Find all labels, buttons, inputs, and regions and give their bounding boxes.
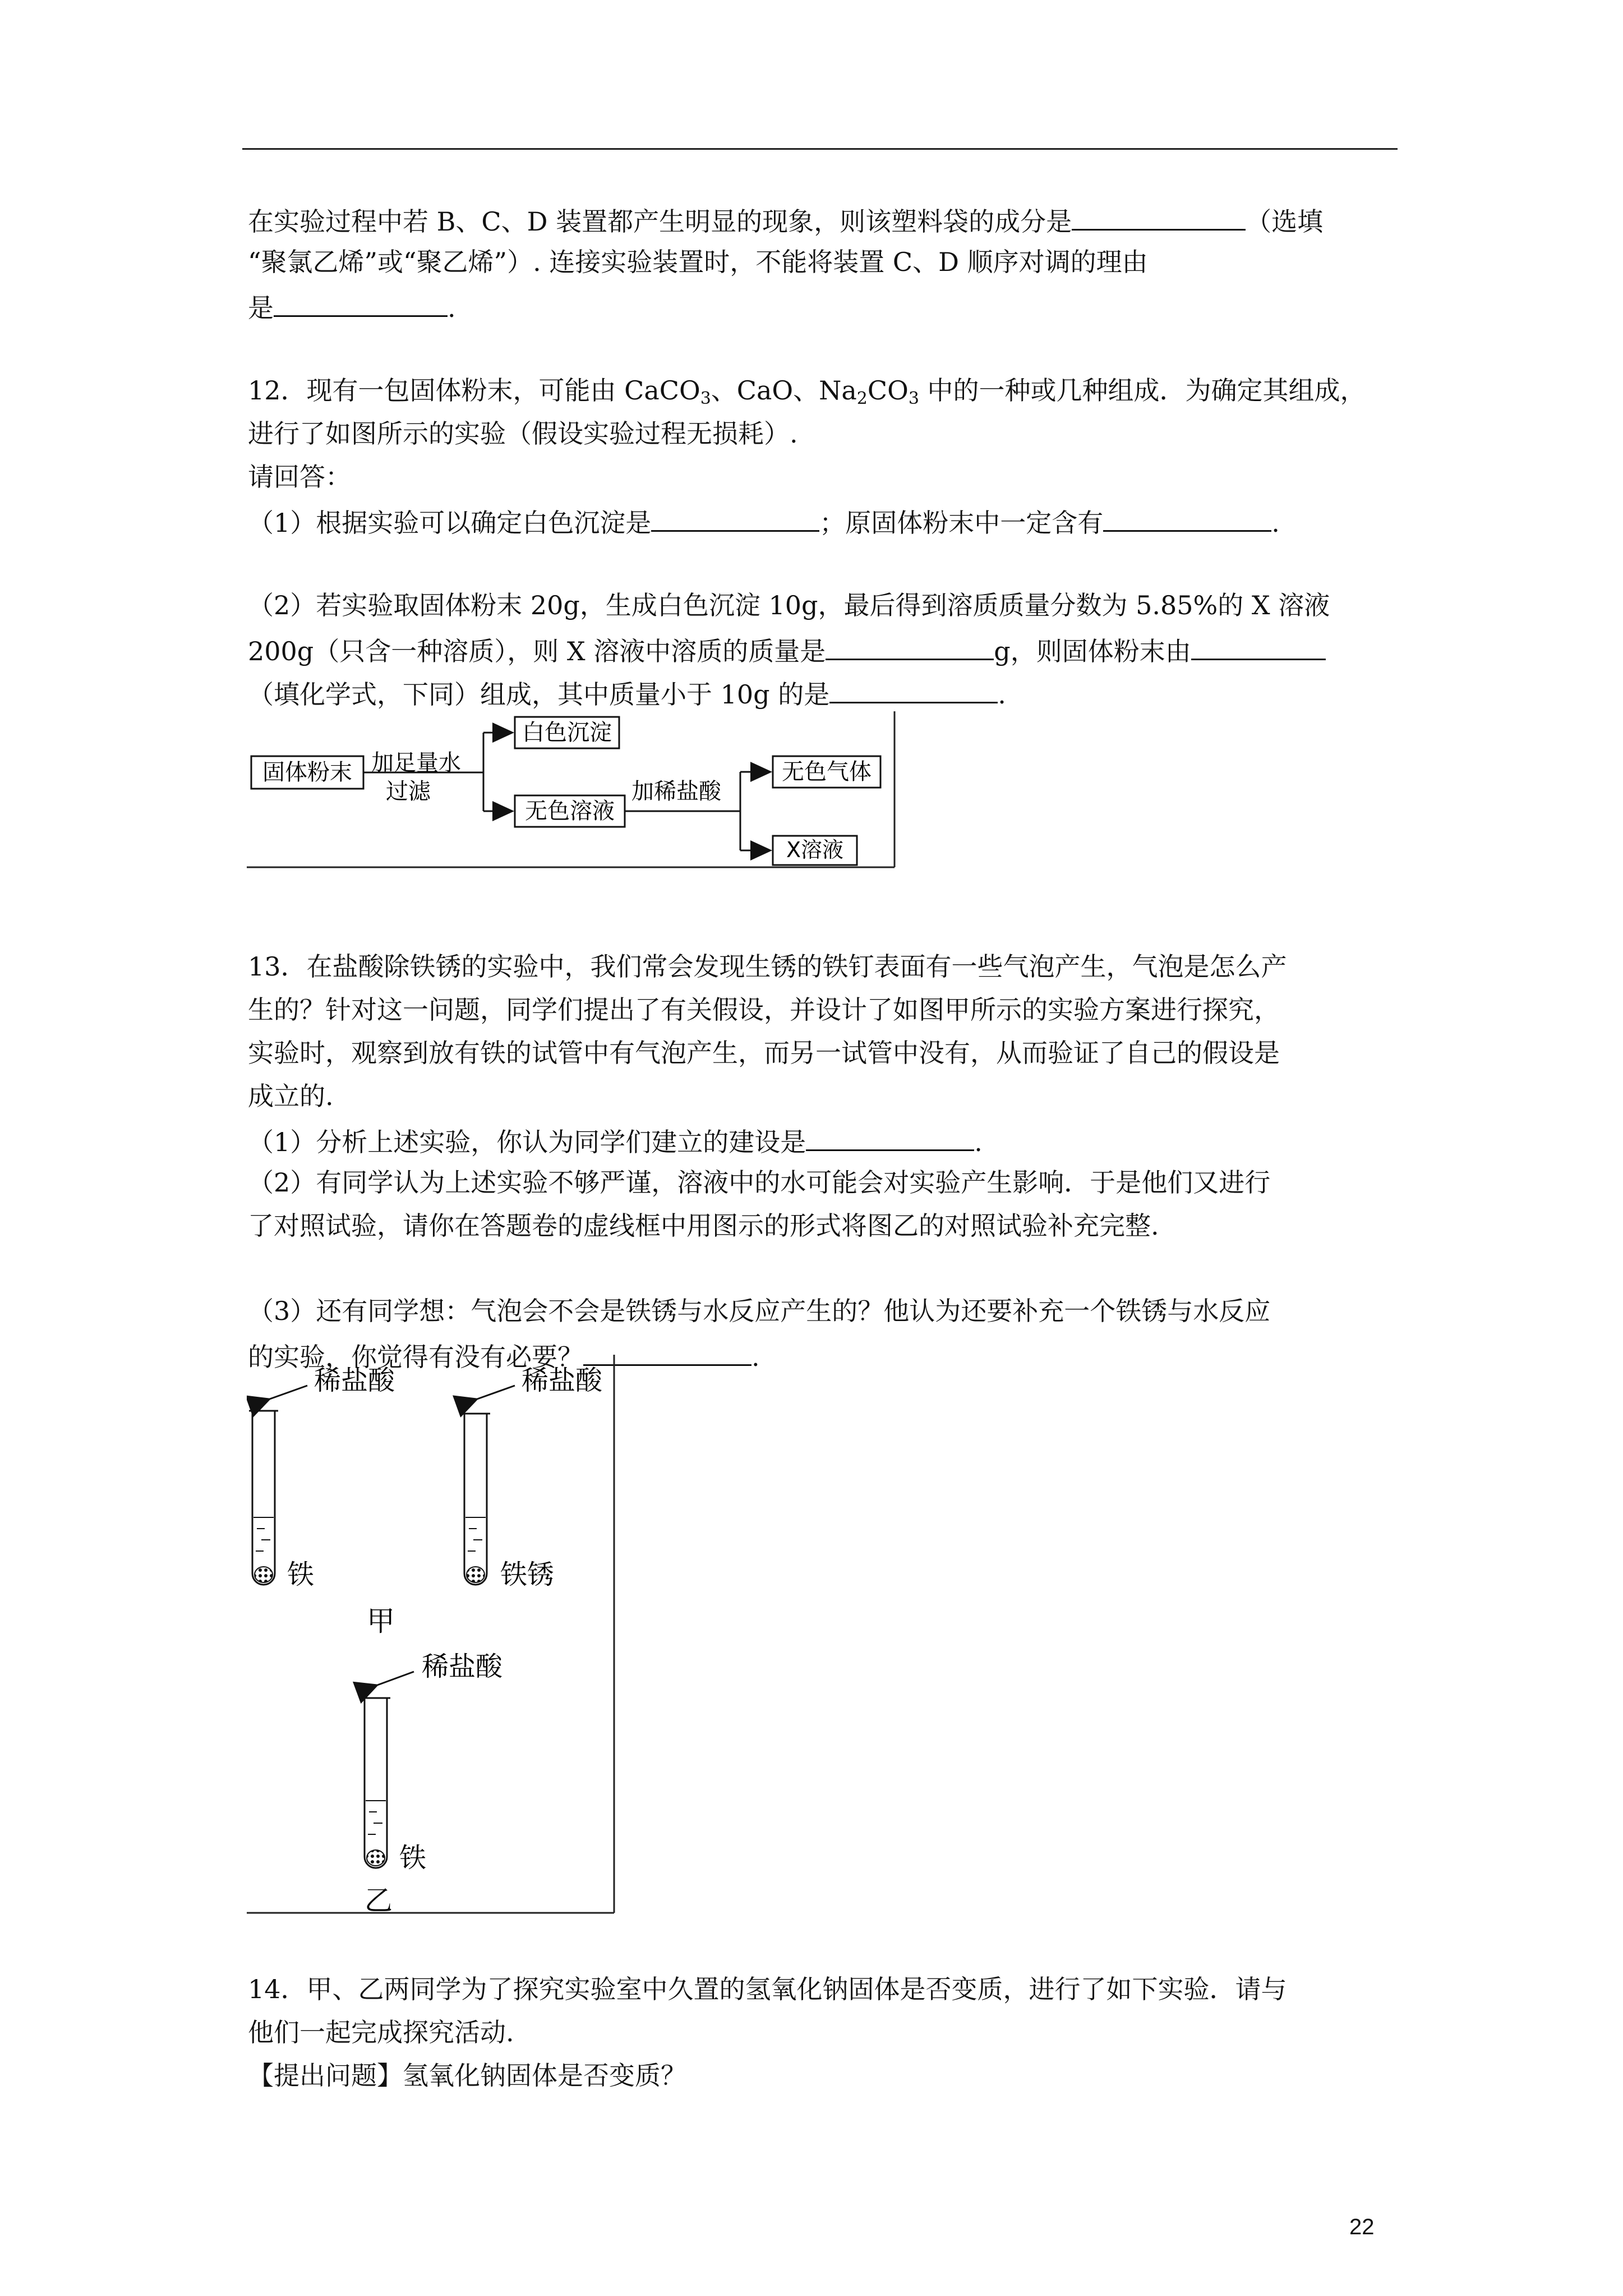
text-line xyxy=(248,1166,1270,1199)
text-run: “聚氯乙烯”或“聚乙烯”）. 连接实验装置时，不能将装置 C、D 顺序对调的理由 xyxy=(248,247,1148,277)
answer-blank[interactable] xyxy=(651,503,819,532)
subscript: 2 xyxy=(856,389,868,408)
text-run: 成立的. xyxy=(248,1081,334,1111)
text-line xyxy=(248,1294,1270,1328)
text-run: 是 xyxy=(248,293,274,323)
text-line xyxy=(248,950,1287,983)
text-line xyxy=(248,460,351,494)
text-line xyxy=(248,1036,1280,1070)
text-run: ；原固体粉末中一定含有 xyxy=(819,508,1104,538)
text-run: CO xyxy=(867,375,909,406)
label-iron-2: 铁 xyxy=(399,1842,427,1874)
flowchart-figure xyxy=(247,711,897,875)
text-run: （1）分析上述实验，你认为同学们建立的建设是 xyxy=(248,1127,806,1157)
text-run: 、CaO、Na xyxy=(711,375,857,406)
page-number: 22 xyxy=(1349,2215,1375,2239)
text-line xyxy=(248,1122,983,1156)
text-line xyxy=(248,245,1148,279)
tube-iron-b xyxy=(361,1651,503,1874)
text-line xyxy=(248,417,798,450)
answer-blank[interactable] xyxy=(806,1122,974,1151)
label-iron-1: 铁 xyxy=(287,1559,315,1590)
text-line xyxy=(248,632,1326,665)
answer-blank[interactable] xyxy=(1072,202,1246,231)
label-add-hcl: 加稀盐酸 xyxy=(631,779,721,804)
label-filter: 过滤 xyxy=(386,779,431,804)
subscript: 3 xyxy=(908,389,919,408)
text-line xyxy=(248,503,1280,537)
text-run: （填化学式，下同）组成，其中质量小于 10g 的是 xyxy=(248,679,830,710)
label-colorless-gas: 无色气体 xyxy=(782,759,872,785)
answer-blank[interactable] xyxy=(829,675,998,703)
text-run: . xyxy=(751,1342,760,1372)
label-rust: 铁锈 xyxy=(500,1559,555,1590)
text-run: （3）还有同学想：气泡会不会是铁锈与水反应产生的？他认为还要补充一个铁锈与水反应 xyxy=(248,1296,1271,1326)
label-fig-a: 甲 xyxy=(367,1605,395,1637)
text-line xyxy=(248,288,456,322)
answer-blank[interactable] xyxy=(826,632,994,660)
text-run: 14．甲、乙两同学为了探究实验室中久置的氢氧化钠固体是否变质，进行了如下实验．请与 xyxy=(248,1974,1287,2004)
text-line xyxy=(248,2059,686,2092)
header-rule xyxy=(242,148,1398,150)
text-run: 生的？针对这一问题，同学们提出了有关假设，并设计了如图甲所示的实验方案进行探究， xyxy=(248,995,1280,1025)
text-run: g，则固体粉末由 xyxy=(994,636,1191,666)
text-run: （1）根据实验可以确定白色沉淀是 xyxy=(248,508,652,538)
subscript: 3 xyxy=(700,389,711,408)
text-line xyxy=(248,675,1006,708)
text-run: 200g（只含一种溶质），则 X 溶液中溶质的质量是 xyxy=(248,636,826,666)
label-solid-powder: 固体粉末 xyxy=(262,760,352,785)
text-run: 在实验过程中若 B、C、D 装置都产生明显的现象，则该塑料袋的成分是 xyxy=(248,206,1072,237)
answer-blank[interactable] xyxy=(274,288,448,317)
text-line xyxy=(248,374,1366,407)
text-run: （2）若实验取固体粉末 20g，生成白色沉淀 10g，最后得到溶质质量分数为 5.85%的 X 溶液 xyxy=(248,590,1330,620)
text-run: 的实验，你觉得有没有必要？ xyxy=(248,1342,583,1372)
text-line xyxy=(248,202,1323,236)
label-colorless-solution: 无色溶液 xyxy=(525,798,615,824)
label-acid-1: 稀盐酸 xyxy=(314,1365,395,1396)
text-line xyxy=(248,2016,514,2049)
text-line xyxy=(248,1972,1287,2006)
label-fig-b: 乙 xyxy=(365,1884,393,1917)
text-line xyxy=(248,1209,1159,1243)
text-run: （2）有同学认为上述实验不够严谨，溶液中的水可能会对实验产生影响．于是他们又进行 xyxy=(248,1167,1271,1198)
test-tube-figure xyxy=(247,1355,617,1921)
text-run: . xyxy=(974,1127,983,1157)
answer-blank[interactable] xyxy=(1191,632,1326,660)
label-acid-3: 稀盐酸 xyxy=(422,1651,503,1682)
answer-blank[interactable] xyxy=(1103,503,1271,532)
label-add-water: 加足量水 xyxy=(371,750,461,776)
text-run: 【提出问题】氢氧化钠固体是否变质？ xyxy=(248,2060,686,2091)
label-white-precipitate: 白色沉淀 xyxy=(522,720,612,746)
text-line xyxy=(248,993,1280,1027)
text-run: 请回答： xyxy=(248,462,351,492)
text-run: （选填 xyxy=(1246,206,1324,237)
label-acid-2: 稀盐酸 xyxy=(522,1365,603,1396)
text-run: . xyxy=(1271,508,1280,538)
label-x-solution: X溶液 xyxy=(786,838,844,862)
text-run: . xyxy=(448,293,456,323)
text-run: 中的一种或几种组成．为确定其组成， xyxy=(919,375,1366,406)
text-run: 他们一起完成探究活动. xyxy=(248,2017,514,2047)
text-run: 12．现有一包固体粉末，可能由 CaCO xyxy=(248,375,700,406)
text-run: 进行了如图所示的实验（假设实验过程无损耗）. xyxy=(248,418,798,449)
text-line xyxy=(248,1079,334,1113)
text-line xyxy=(248,588,1330,622)
text-run: 实验时，观察到放有铁的试管中有气泡产生，而另一试管中没有，从而验证了自己的假设是 xyxy=(248,1038,1280,1068)
text-run: 了对照试验，请你在答题卷的虚线框中用图示的形式将图乙的对照试验补充完整. xyxy=(248,1211,1159,1241)
text-run: . xyxy=(998,679,1006,710)
tube-rust xyxy=(461,1365,603,1590)
text-run: 13．在盐酸除铁锈的实验中，我们常会发现生锈的铁钉表面有一些气泡产生，气泡是怎么产 xyxy=(248,951,1287,982)
tube-iron xyxy=(249,1365,395,1590)
